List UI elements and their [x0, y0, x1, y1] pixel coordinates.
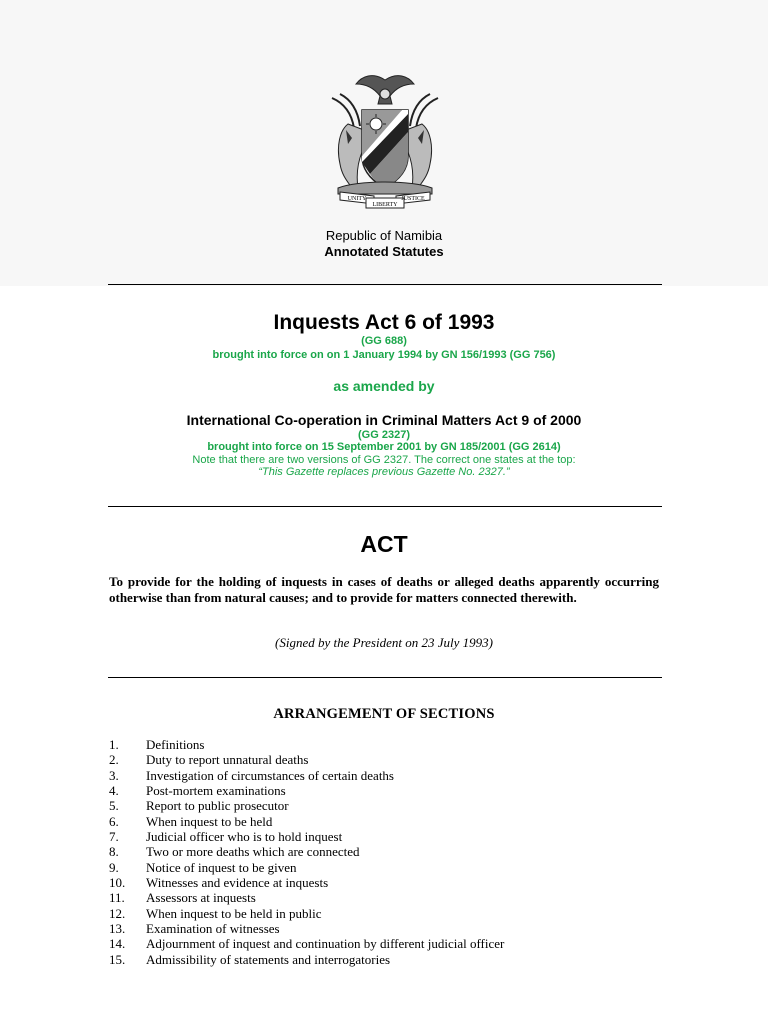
long-title: To provide for the holding of inquests in cases of deaths or alleged deaths apparently occurring otherwise than from natural causes; and to provide for matters connected therewith. [109, 574, 659, 605]
motto-justice: JUSTICE [401, 196, 425, 202]
section-number: 14. [109, 936, 126, 952]
section-number: 3. [109, 767, 119, 783]
section-title: Notice of inquest to be given [146, 859, 297, 875]
section-title: Investigation of circumstances of certain deaths [146, 767, 394, 783]
divider [108, 506, 662, 507]
section-number: 11. [109, 890, 125, 906]
section-title: Report to public prosecutor [146, 798, 289, 814]
section-title: Duty to report unnatural deaths [146, 752, 309, 768]
act-title: Inquests Act 6 of 1993 [273, 311, 495, 334]
section-number: 7. [109, 829, 119, 845]
section-number: 15. [109, 951, 126, 967]
section-number: 9. [109, 859, 119, 875]
republic-label: Republic of Namibia [325, 228, 443, 243]
amending-act-commencement: brought into force on 15 September 2001 by GN 185/2001 (GG 2614) [207, 441, 561, 453]
gazette-note: Note that there are two versions of GG 2327. The correct one states at the top: [192, 454, 576, 466]
section-number: 4. [109, 783, 119, 799]
section-title: When inquest to be held in public [146, 905, 322, 921]
amending-act-title: International Co-operation in Criminal Matters Act 9 of 2000 [186, 412, 582, 428]
motto-liberty: LIBERTY [372, 202, 398, 208]
section-number: 1. [109, 737, 119, 752]
act-gazette: (GG 688) [361, 335, 407, 347]
section-number: 5. [109, 798, 119, 814]
section-title: Definitions [146, 737, 205, 752]
section-title: Two or more deaths which are connected [146, 844, 360, 860]
gazette-note-quote: “This Gazette replaces previous Gazette No. 2327.” [258, 466, 510, 478]
section-title: Assessors at inquests [146, 890, 256, 906]
divider [108, 284, 662, 285]
section-number: 6. [109, 813, 119, 829]
act-heading: ACT [360, 531, 408, 557]
divider [108, 677, 662, 678]
arrangement-heading: ARRANGEMENT OF SECTIONS [273, 706, 495, 722]
section-number: 2. [109, 752, 119, 768]
amending-act-gazette: (GG 2327) [358, 429, 410, 441]
section-number: 13. [109, 921, 126, 937]
section-title: Judicial officer who is to hold inquest [146, 829, 343, 845]
section-title: Post-mortem examinations [146, 783, 286, 799]
section-title: When inquest to be held [146, 813, 273, 829]
amended-label: as amended by [333, 378, 435, 394]
section-number: 12. [109, 905, 126, 921]
section-title: Admissibility of statements and interrogatories [146, 951, 391, 967]
signed-note: (Signed by the President on 23 July 1993) [275, 635, 493, 650]
coat-of-arms-icon [318, 70, 452, 210]
series-label: Annotated Statutes [324, 244, 444, 259]
section-title: Witnesses and evidence at inquests [146, 875, 329, 891]
section-number: 8. [109, 844, 119, 860]
section-number: 10. [109, 875, 126, 891]
act-commencement: brought into force on on 1 January 1994 by GN 156/1993 (GG 756) [212, 349, 556, 361]
motto-unity: UNITY [347, 196, 367, 202]
section-title: Examination of witnesses [146, 921, 280, 937]
section-title: Adjournment of inquest and continuation by different judicial officer [146, 936, 505, 952]
